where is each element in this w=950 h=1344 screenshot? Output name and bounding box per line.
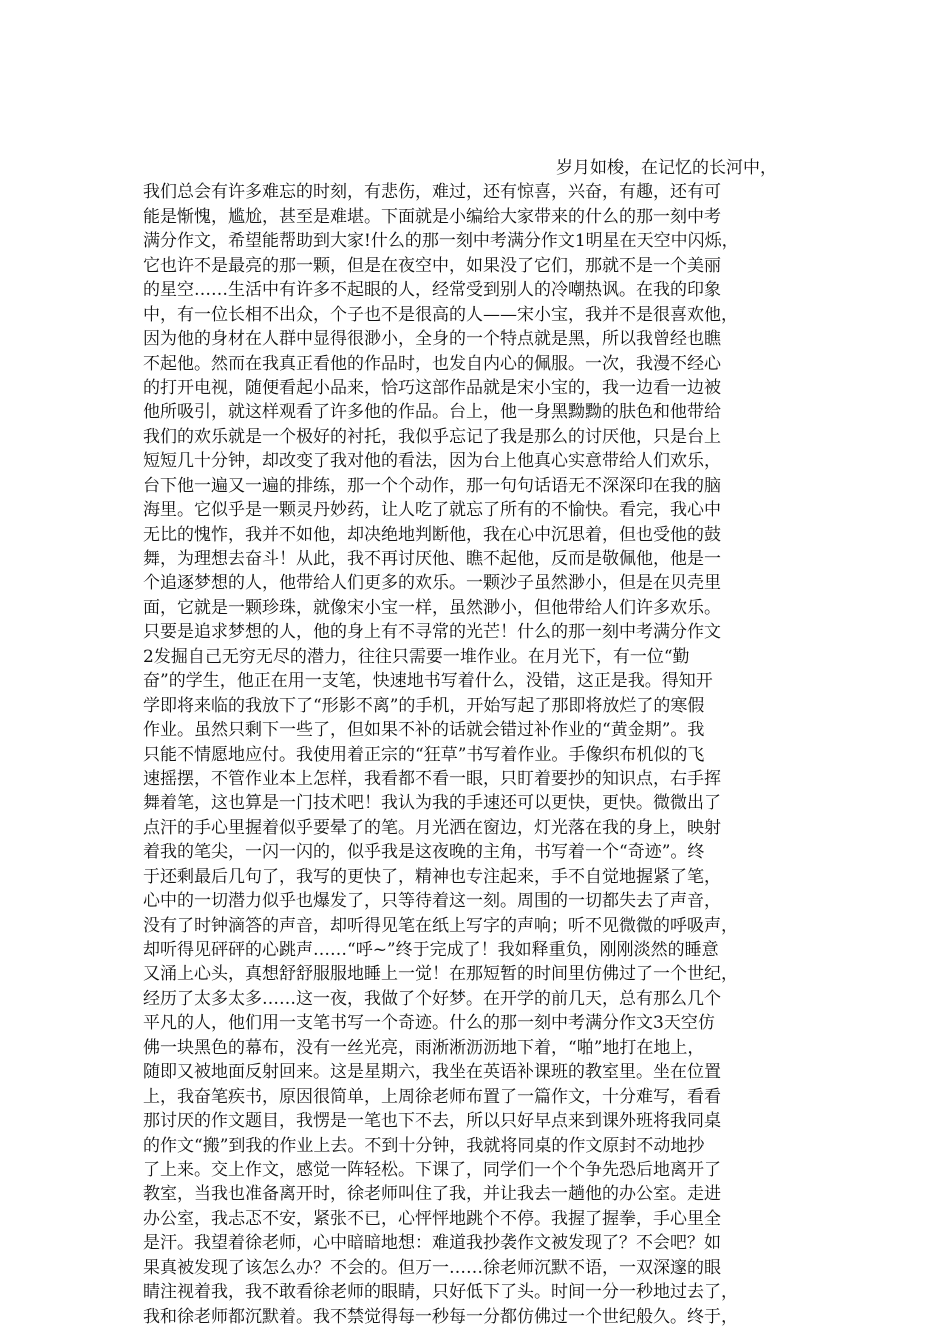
text-line: 他所吸引，就这样观看了许多他的作品。台上，他一身黑黝黝的肤色和他带给 [143,402,721,423]
text-line: 面，它就是一颗珍珠，就像宋小宝一样，虽然渺小，但他带给人们许多欢乐。 [143,597,721,618]
text-line: 学即将来临的我放下了“形影不离”的手机，开始写起了那即将放烂了的寒假 [143,695,705,716]
text-line: 佛一块黑色的幕布，没有一丝光亮，雨淅淅沥沥地下着，“啪”地打在地上， [143,1037,705,1058]
text-line: 我们总会有许多难忘的时刻，有悲伤，难过，还有惊喜，兴奋，有趣，还有可 [143,182,721,203]
text-line: 却听得见砰砰的心跳声……“呼~”终于完成了！我如释重负，刚刚淡然的睡意 [143,940,719,960]
text-line: 没有了时钟滴答的声音，却听得见笔在纸上写字的声响；听不见微微的呼吸声， [143,915,738,936]
text-line: 中，有一位长相不出众，个子也不是很高的人——宋小宝，我并不是很喜欢他， [143,304,738,325]
text-line: 睛注视着我，我不敢看徐老师的眼睛，只好低下了头。时间一分一秒地过去了， [143,1282,738,1303]
text-line: 不起他。然而在我真正看他的作品时，也发自内心的佩服。一次，我漫不经心 [143,353,721,374]
text-line: 教室，当我也准备离开时，徐老师叫住了我，并让我去一趟他的办公室。走进 [143,1184,721,1205]
text-line: 因为他的身材在人群中显得很渺小，全身的一个特点就是黑，所以我曾经也瞧 [143,329,721,350]
text-line: 的打开电视，随便看起小品来，恰巧这部作品就是宋小宝的，我一边看一边被 [143,377,721,398]
text-line: 奋”的学生，他正在用一支笔，快速地书写着什么，没错，这正是我。得知开 [143,671,713,692]
text-line: 随即又被地面反射回来。这是星期六，我坐在英语补课班的教室里。坐在位置 [143,1062,721,1083]
text-line: 2发掘自己无穷无尽的潜力，往往只需要一堆作业。在月光下，有一位“勤 [143,646,690,667]
text-line: 于还剩最后几句了，我写的更快了，精神也专注起来，手不自觉地握紧了笔， [143,866,721,887]
text-line: 个追逐梦想的人，他带给人们更多的欢乐。一颗沙子虽然渺小，但是在贝壳里 [143,573,721,594]
text-line: 经历了太多太多……这一夜，我做了个好梦。在开学的前几天，总有那么几个 [143,988,721,1009]
opening-line: 岁月如梭，在记忆的长河中， [556,158,777,178]
text-line: 点汗的手心里握着似乎要晕了的笔。月光洒在窗边，灯光落在我的身上，映射 [143,817,721,838]
text-line: 舞，为理想去奋斗！从此，我不再讨厌他、瞧不起他，反而是敬佩他，他是一 [143,549,721,569]
text-line: 是汗。我望着徐老师，心中暗暗地想：难道我抄袭作文被发现了？不会吧？如 [143,1233,721,1254]
text-line: 那讨厌的作文题目，我愣是一笔也下不去，所以只好早点来到课外班将我同桌 [143,1111,721,1132]
text-line: 我们的欢乐就是一个极好的衬托，我似乎忘记了我是那么的讨厌他，只是台上 [143,426,721,447]
text-line: 平凡的人，他们用一支笔书写一个奇迹。什么的那一刻中考满分作文3天空仿 [143,1013,715,1034]
text-line: 我和徐老师都沉默着。我不禁觉得每一秒每一分都仿佛过一个世纪般久。终于， [143,1306,738,1327]
text-line: 了上来。交上作文，感觉一阵轻松。下课了，同学们一个个争先恐后地离开了 [143,1159,721,1180]
text-line: 它也许不是最亮的那一颗，但是在夜空中，如果没了它们，那就不是一个美丽 [143,255,721,276]
text-line: 心中的一切潜力似乎也爆发了，只等待着这一刻。周围的一切都失去了声音， [143,891,721,912]
text-line: 海里。它似乎是一颗灵丹妙药，让人吃了就忘了所有的不愉快。看完，我心中 [143,500,721,521]
text-line: 办公室，我忐忑不安，紧张不已，心怦怦地跳个不停。我握了握拳，手心里全 [143,1208,721,1229]
text-line: 速摇摆，不管作业本上怎样，我看都不看一眼，只盯着要抄的知识点，右手挥 [143,768,721,789]
text-line: 着我的笔尖，一闪一闪的，似乎我是这夜晚的主角，书写着一个“奇迹”。终 [143,842,705,863]
text-line: 上，我奋笔疾书，原因很简单，上周徐老师布置了一篇作文，十分难写，看看 [143,1086,721,1107]
text-line: 舞着笔，这也算是一门技术吧！我认为我的手速还可以更快，更快。微微出了 [143,793,721,814]
text-line: 能是惭愧，尴尬，甚至是难堪。下面就是小编给大家带来的什么的那一刻中考 [143,206,721,227]
essay-body-text [143,156,813,1329]
text-line: 短短几十分钟，却改变了我对他的看法，因为台上他真心实意带给人们欢乐， [143,451,721,472]
text-line: 满分作文，希望能帮助到大家!什么的那一刻中考满分作文1明星在天空中闪烁， [143,231,739,252]
text-line: 只能不情愿地应付。我使用着正宗的“狂草”书写着作业。手像织布机似的飞 [143,744,705,765]
text-line: 的星空……生活中有许多不起眼的人，经常受到别人的冷嘲热讽。在我的印象 [143,280,721,301]
text-line: 台下他一遍又一遍的排练，那一个个动作，那一句句话语无不深深印在我的脑 [143,475,721,496]
text-line: 果真被发现了该怎么办？不会的。但万一……徐老师沉默不语，一双深邃的眼 [143,1257,721,1278]
text-line: 又涌上心头，真想舒舒服服地睡上一觉！在那短暂的时间里仿佛过了一个世纪， [143,964,738,985]
text-line: 的作文“搬”到我的作业上去。不到十分钟，我就将同桌的作文原封不动地抄 [143,1135,705,1156]
text-line: 作业。虽然只剩下一些了，但如果不补的话就会错过补作业的“黄金期”。我 [143,720,705,741]
text-line: 无比的愧怍，我并不如他，却决绝地判断他，我在心中沉思着，但也受他的鼓 [143,524,721,545]
text-line: 只要是追求梦想的人，他的身上有不寻常的光芒！什么的那一刻中考满分作文 [143,622,721,643]
